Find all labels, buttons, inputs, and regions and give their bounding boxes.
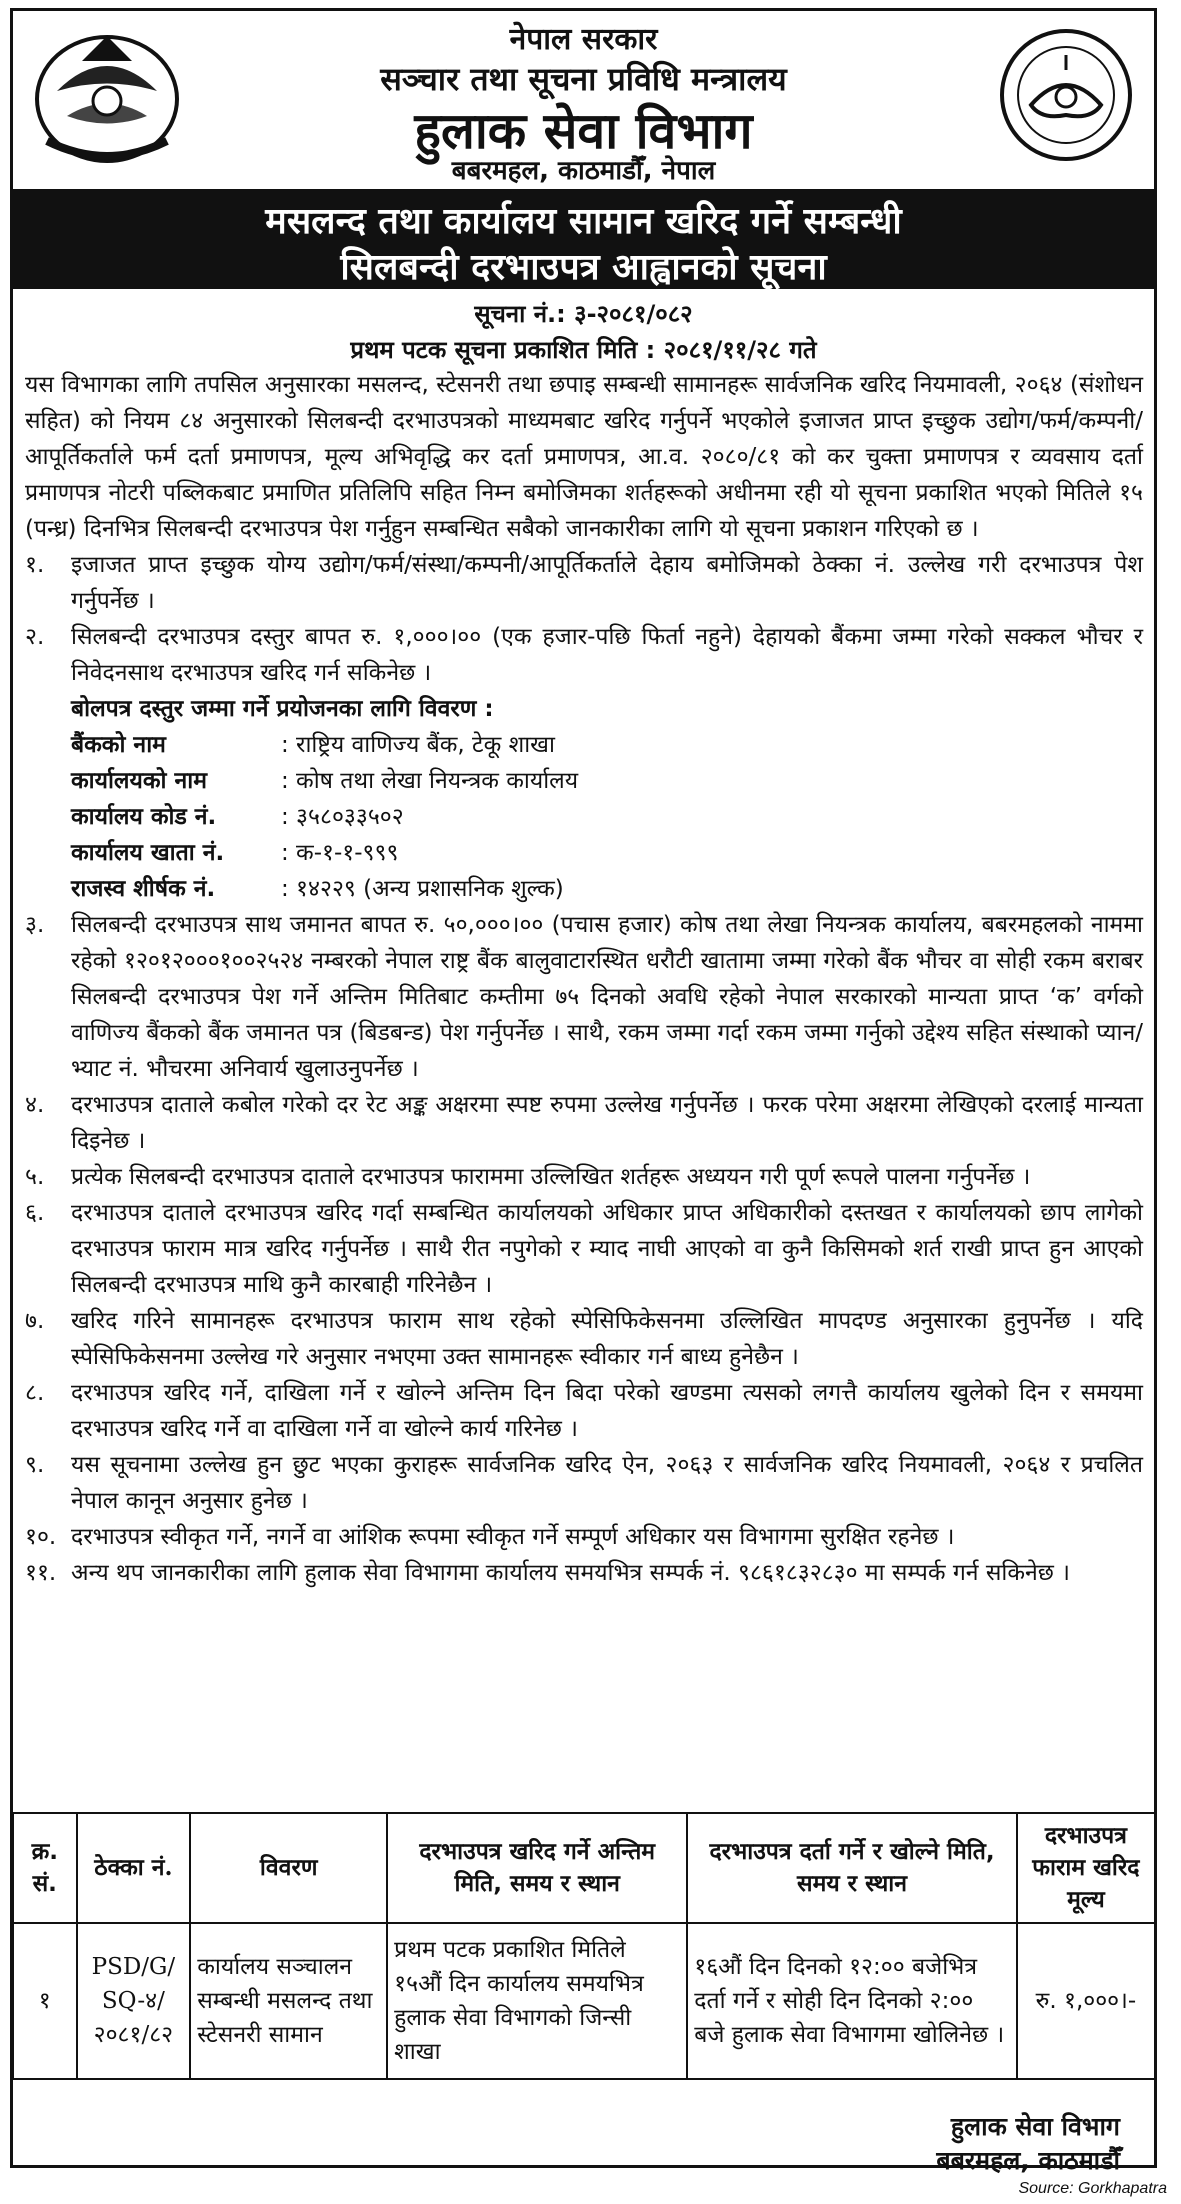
column-header: ठेक्का नं. xyxy=(77,1813,191,1923)
bank-detail-key: कार्यालय खाता नं. xyxy=(71,840,225,866)
condition-text: इजाजत प्राप्त इच्छुक योग्य उद्योग/फर्म/संस्था/कम्पनी/आपूर्तिकर्ताले देहाय बमोजिमको ठेक्का नं. उल्लेख गरी दरभाउपत्र पेश गर्नुपर्नेछ । xyxy=(71,552,1143,614)
notice-title-line2: सिलबन्दी दरभाउपत्र आह्वानको सूचना xyxy=(340,247,827,288)
table-cell: PSD/G/ SQ-४/ २०८१/८२ xyxy=(77,1923,191,2079)
condition-text: दरभाउपत्र दाताले कबोल गरेको दर रेट अङ्क अक्षरमा स्पष्ट रुपमा उल्लेख गर्नुपर्नेछ । फरक परेमा अक्षरमा लेखिएको दरलाई मान्यता दिइनेछ । xyxy=(71,1092,1143,1154)
table-cell: १ xyxy=(13,1923,77,2079)
condition-item xyxy=(25,1447,1143,1519)
condition-item xyxy=(25,547,1143,619)
ministry-name: सञ्चार तथा सूचना प्रविधि मन्त्रालय xyxy=(380,60,787,98)
bank-detail-value: : क-१-१-९९९ xyxy=(281,840,399,866)
condition-number: ३. xyxy=(25,912,45,938)
condition-number: ५. xyxy=(25,1164,45,1190)
intro-paragraph: यस विभागका लागि तपसिल अनुसारका मसलन्द, स्टेसनरी तथा छपाइ सम्बन्धी सामानहरू सार्वजनिक खरिद नियमावली, २०६४ (संशोधन सहित) को नियम ८४ अनुसारको सिलबन्दी दरभाउपत्रको माध्यमबाट खरिद गर्नुपर्ने भएकोले इजाजत प्राप्त इच्छुक उद्योग/फर्म/कम्पनी/आपूर्तिकर्ताले फर्म दर्ता प्रमाणपत्र, मूल्य अभिवृद्धि कर दर्ता प्रमाणपत्र, आ.व. २०८०/८१ को कर चुक्ता प्रमाणपत्र र व्यवसाय दर्ता प्रमाणपत्र नोटरी पब्लिकबाट प्रमाणित प्रतिलिपि सहित निम्न बमोजिमका शर्तहरूको अधीनमा रही यो सूचना प्रकाशित भएको मितिले १५ (पन्ध्र) दिनभित्र सिलबन्दी दरभाउपत्र पेश गर्नुहुन सम्बन्धित सबैको जानकारीका लागि यो सूचना प्रकाशन गरिएको छ । xyxy=(25,372,1143,542)
condition-item xyxy=(25,1375,1143,1447)
condition-item xyxy=(25,1555,1143,1591)
column-header: दरभाउपत्र खरिद गर्ने अन्तिम मिति, समय र स्थान xyxy=(387,1813,687,1923)
table-cell: रु. १,०००।- xyxy=(1017,1923,1155,2079)
table-cell: १६औं दिन दिनको १२:०० बजेभित्र दर्ता गर्ने र सोही दिन दिनको २:०० बजे हुलाक सेवा विभागमा खोलिनेछ । xyxy=(687,1923,1017,2079)
condition-item xyxy=(25,619,1143,691)
department-address: बबरमहल, काठमाडौँ, नेपाल xyxy=(451,156,716,186)
condition-text: दरभाउपत्र दाताले दरभाउपत्र खरिद गर्दा सम्बन्धित कार्यालयको अधिकार प्राप्त अधिकारीको दस्तखत र कार्यालयको छाप लागेको दरभाउपत्र फाराम मात्र खरिद गर्नुपर्नेछ । साथै रीत नपुगेको र म्याद नाघी आएको वा कुनै किसिमको शर्त राखी प्राप्त हुन आएको सिलबन्दी दरभाउपत्र माथि कुनै कारबाही गरिनेछैन । xyxy=(71,1200,1143,1298)
postal-seal-icon xyxy=(996,25,1136,165)
column-header: विवरण xyxy=(190,1813,387,1923)
column-header: क्र. सं. xyxy=(13,1813,77,1923)
condition-number: १. xyxy=(25,552,45,578)
column-header: दरभाउपत्र दर्ता गर्ने र खोल्ने मिति, समय र स्थान xyxy=(687,1813,1017,1923)
condition-item xyxy=(25,1159,1143,1195)
condition-number: १०. xyxy=(25,1524,57,1550)
signatory-address: बबरमहल, काठमाडौँ xyxy=(936,2146,1120,2175)
notice-number: सूचना नं.: ३-२०८१/०८२ xyxy=(474,300,693,328)
bank-detail-key: राजस्व शीर्षक नं. xyxy=(71,876,216,902)
condition-text: दरभाउपत्र खरिद गर्ने, दाखिला गर्ने र खोल्ने अन्तिम दिन बिदा परेको खण्डमा त्यसको लगत्तै कार्यालय खुलेको दिन र समयमा दरभाउपत्र खरिद गर्ने वा दाखिला गर्ने वा खोल्ने कार्य गरिनेछ । xyxy=(71,1380,1143,1442)
table-cell: कार्यालय सञ्चालन सम्बन्धी मसलन्द तथा स्टेसनरी सामान xyxy=(190,1923,387,2079)
condition-number: ८. xyxy=(25,1380,45,1406)
condition-number: ४. xyxy=(25,1092,45,1118)
bank-detail-value: : १४२२९ (अन्य प्रशासनिक शुल्क) xyxy=(281,876,564,902)
table-cell: प्रथम पटक प्रकाशित मितिले १५औं दिन कार्यालय समयभित्र हुलाक सेवा विभागको जिन्सी शाखा xyxy=(387,1923,687,2079)
publication-date: प्रथम पटक सूचना प्रकाशित मिति : २०८१/११/२८ गते xyxy=(350,336,817,364)
condition-number: ७. xyxy=(25,1308,45,1334)
column-header: दरभाउपत्र फाराम खरिद मूल्य xyxy=(1017,1813,1155,1923)
condition-text: अन्य थप जानकारीका लागि हुलाक सेवा विभागमा कार्यालय समयभित्र सम्पर्क नं. ९८६१८३२८३० मा सम्पर्क गर्न सकिनेछ । xyxy=(71,1560,1070,1586)
bank-detail-row xyxy=(71,799,1143,835)
bank-details-heading: बोलपत्र दस्तुर जम्मा गर्ने प्रयोजनका लागि विवरण : xyxy=(71,696,494,722)
condition-item xyxy=(25,1303,1143,1375)
government-name: नेपाल सरकार xyxy=(509,22,658,57)
notice-title-line1: मसलन्द तथा कार्यालय सामान खरिद गर्ने सम्बन्धी xyxy=(265,201,902,242)
department-name: हुलाक सेवा विभाग xyxy=(414,102,753,160)
source-credit: Source: Gorkhapatra xyxy=(1018,2180,1167,2197)
bank-detail-value: : कोष तथा लेखा नियन्त्रक कार्यालय xyxy=(281,768,579,794)
condition-number: ११. xyxy=(25,1560,57,1586)
bank-detail-value: : राष्ट्रिय वाणिज्य बैंक, टेकू शाखा xyxy=(281,732,555,758)
condition-number: २. xyxy=(25,624,45,650)
bank-detail-row xyxy=(71,835,1143,871)
table-header-row xyxy=(13,1813,1155,1923)
condition-text: सिलबन्दी दरभाउपत्र दस्तुर बापत रु. १,०००।०० (एक हजार-पछि फिर्ता नहुने) देहायको बैंकमा जम्मा गरेको सक्कल भौचर र निवेदनसाथ दरभाउपत्र खरिद गर्न सकिनेछ । xyxy=(71,624,1143,686)
bank-detail-key: बैंकको नाम xyxy=(71,732,166,758)
condition-item xyxy=(25,1195,1143,1303)
notice-body xyxy=(25,367,1143,1591)
notice-title-bar xyxy=(13,189,1154,289)
condition-text: यस सूचनामा उल्लेख हुन छुट भएका कुराहरू सार्वजनिक खरिद ऐन, २०६३ र सार्वजनिक खरिद नियमावली, २०६४ र प्रचलित नेपाल कानून अनुसार हुनेछ । xyxy=(71,1452,1143,1514)
bank-detail-key: कार्यालयको नाम xyxy=(71,768,207,794)
condition-text: दरभाउपत्र स्वीकृत गर्ने, नगर्ने वा आंशिक रूपमा स्वीकृत गर्ने सम्पूर्ण अधिकार यस विभागमा सुरक्षित रहनेछ । xyxy=(71,1524,955,1550)
signatory-department: हुलाक सेवा विभाग xyxy=(950,2112,1120,2141)
table-row xyxy=(13,1923,1155,2079)
bank-detail-row xyxy=(71,727,1143,763)
bank-detail-row xyxy=(71,763,1143,799)
condition-text: प्रत्येक सिलबन्दी दरभाउपत्र दाताले दरभाउपत्र फाराममा उल्लिखित शर्तहरू अध्ययन गरी पूर्ण रूपले पालना गर्नुपर्नेछ । xyxy=(71,1164,1031,1190)
condition-number: ६. xyxy=(25,1200,45,1226)
condition-item xyxy=(25,907,1143,1087)
tender-table xyxy=(12,1812,1156,2080)
bank-detail-row xyxy=(71,871,1143,907)
condition-number: ९. xyxy=(25,1452,45,1478)
bank-detail-value: : ३५८०३३५०२ xyxy=(281,804,404,830)
bank-detail-key: कार्यालय कोड नं. xyxy=(71,804,217,830)
bank-details xyxy=(71,691,1143,907)
notice-header xyxy=(13,11,1154,186)
condition-item xyxy=(25,1087,1143,1159)
condition-item xyxy=(25,1519,1143,1555)
condition-text: सिलबन्दी दरभाउपत्र साथ जमानत बापत रु. ५०,०००।०० (पचास हजार) कोष तथा लेखा नियन्त्रक कार्यालय, बबरमहलको नाममा रहेको १२०१२०००१००२५२४ नम्बरको नेपाल राष्ट्र बैंक बालुवाटारस्थित धरौटी खातामा जम्मा गरेको बैंक भौचर वा सोही रकम बराबर सिलबन्दी दरभाउपत्र पेश गर्ने अन्तिम मितिबाट कम्तीमा ७५ दिनको अवधि रहेको नेपाल सरकारको मान्यता प्राप्त ‘क’ वर्गको वाणिज्य बैंकको बैंक जमानत पत्र (बिडबन्ड) पेश गर्नुपर्नेछ । साथै, रकम जम्मा गर्दा रकम जम्मा गर्नुको उद्देश्य सहित संस्थाको प्यान/भ्याट नं. भौचरमा अनिवार्य खुलाउनुपर्नेछ । xyxy=(71,912,1143,1082)
condition-text: खरिद गरिने सामानहरू दरभाउपत्र फाराम साथ रहेको स्पेसिफिकेसनमा उल्लिखित मापदण्ड अनुसारका हुनुपर्नेछ । यदि स्पेसिफिकेसनमा उल्लेख गरे अनुसार नभएमा उक्त सामानहरू स्वीकार गर्न बाध्य हुनेछैन । xyxy=(71,1308,1143,1370)
